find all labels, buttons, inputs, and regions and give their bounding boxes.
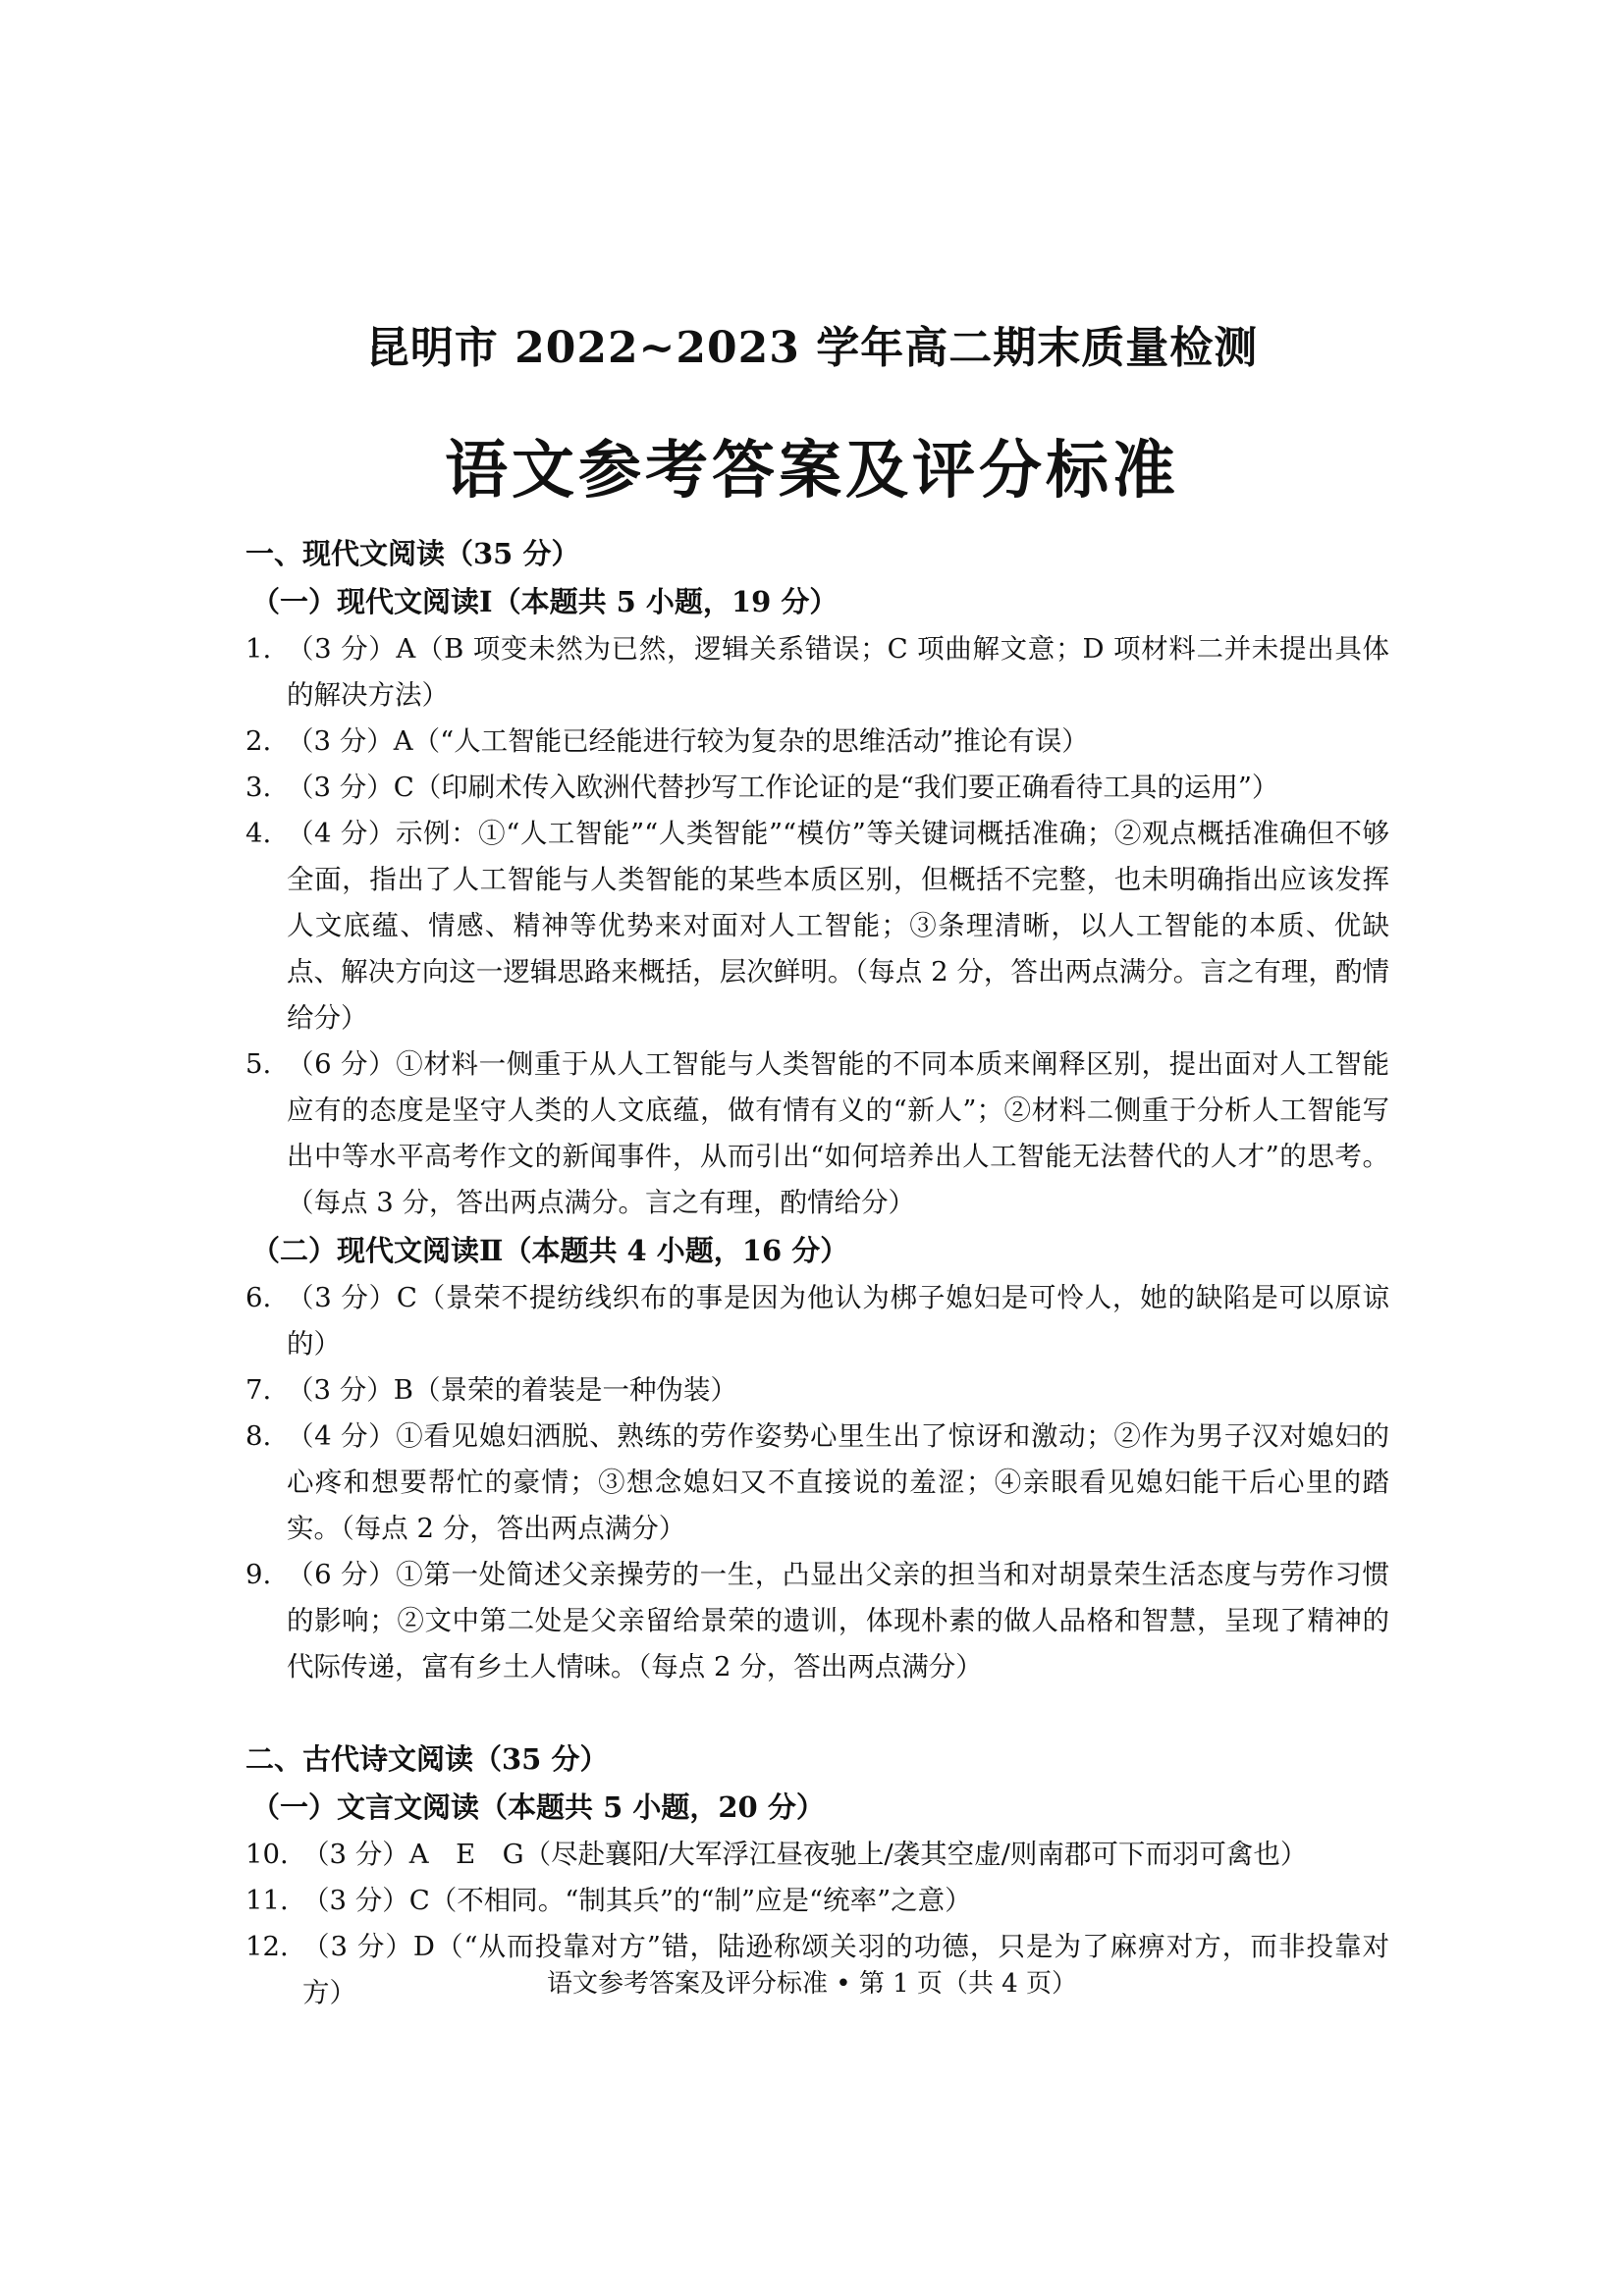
document-title: 语文参考答案及评分标准 (445, 434, 1179, 507)
answer-text: （3 分）A E G（尽赴襄阳/大军浮江昼夜驰上/袭其空虚/则南郡可下而羽可禽也） (302, 1839, 1308, 1870)
answer-item-10 (245, 1832, 1389, 1878)
answer-text: （3 分）A（B 项变未然为已然，逻辑关系错误；C 项曲解文意；D 项材料二并未提出具体的解决方法） (287, 633, 1389, 711)
answer-item-3 (245, 765, 1389, 811)
section-heading-modern-reading: 一、现代文阅读（35 分） (245, 537, 580, 570)
answer-item-11 (245, 1878, 1389, 1924)
answer-number: 7. (245, 1374, 272, 1406)
answer-text: （3 分）A（“人工智能已经能进行较为复杂的思维活动”推论有误） (287, 725, 1089, 757)
answer-number: 10. (245, 1839, 289, 1870)
answer-text: （3 分）B（景荣的着装是一种伪装） (287, 1374, 737, 1406)
answer-number: 4. (245, 818, 272, 849)
answer-number: 3. (245, 772, 272, 803)
answer-text: （4 分）①看见媳妇洒脱、熟练的劳作姿势心里生出了惊讶和激动；②作为男子汉对媳妇的心疼和想要帮忙的豪情；③想念媳妇又不直接说的羞涩；④亲眼看见媳妇能干后心里的踏实。（每点 2 分，答出两点满分） (287, 1420, 1389, 1544)
answer-content (245, 530, 1389, 2016)
answer-number: 9. (245, 1559, 272, 1590)
subsection-heading-classical-prose: （一）文言文阅读（本题共 5 小题，20 分） (251, 1790, 825, 1824)
answer-item-7 (245, 1367, 1389, 1414)
answer-item-9 (245, 1552, 1389, 1690)
section-spacer (245, 1690, 1389, 1735)
answer-text: （6 分）①第一处简述父亲操劳的一生，凸显出父亲的担当和对胡景荣生活态度与劳作习惯的影响；②文中第二处是父亲留给景荣的遗训，体现朴素的做人品格和智慧，呈现了精神的代际传递，富有乡土人情味。（每点 2 分，答出两点满分） (287, 1559, 1389, 1682)
answer-item-1 (245, 626, 1389, 719)
answer-number: 6. (245, 1282, 272, 1313)
answer-number: 2. (245, 725, 272, 757)
answer-number: 8. (245, 1420, 272, 1452)
subsection-heading-modern-reading-2: （二）现代文阅读Ⅱ（本题共 4 小题，16 分） (251, 1234, 849, 1267)
section-heading-classical-reading: 二、古代诗文阅读（35 分） (245, 1742, 609, 1776)
answer-number: 5. (245, 1048, 272, 1080)
answer-item-5 (245, 1041, 1389, 1226)
answer-text: （3 分）C（印刷术传入欧洲代替抄写工作论证的是“我们要正确看待工具的运用”） (287, 772, 1279, 803)
exam-title: 昆明市 2022~2023 学年高二期末质量检测 (365, 323, 1259, 373)
answer-text: （3 分）C（景荣不提纺线织布的事是因为他认为梆子媳妇是可怜人，她的缺陷是可以原谅的） (287, 1282, 1389, 1360)
answer-item-2 (245, 719, 1389, 765)
answer-item-8 (245, 1414, 1389, 1552)
answer-item-4 (245, 811, 1389, 1041)
answer-text: （3 分）D（“从而投靠对方”错，陆逊称颂关羽的功德，只是为了麻痹对方，而非投靠对方） (302, 1931, 1389, 2008)
page-footer: 语文参考答案及评分标准 • 第 1 页（共 4 页） (546, 1969, 1077, 1999)
answer-number: 1. (245, 633, 272, 665)
answer-text: （3 分）C（不相同。“制其兵”的“制”应是“统率”之意） (302, 1885, 972, 1916)
subsection-heading-modern-reading-1: （一）现代文阅读Ⅰ（本题共 5 小题，19 分） (251, 585, 839, 618)
answer-number: 11. (245, 1885, 289, 1916)
answer-item-6 (245, 1275, 1389, 1367)
answer-text: （6 分）①材料一侧重于从人工智能与人类智能的不同本质来阐释区别，提出面对人工智能应有的态度是坚守人类的人文底蕴，做有情有义的“新人”；②材料二侧重于分析人工智能写出中等水平高考作文的新闻事件，从而引出“如何培养出人工智能无法替代的人才”的思考。（每点 3 分，答出两点满分。言之有理，酌情给分） (287, 1048, 1389, 1218)
answer-number: 12. (245, 1931, 289, 1962)
answer-text: （4 分）示例：①“人工智能”“人类智能”“模仿”等关键词概括准确；②观点概括准确但不够全面，指出了人工智能与人类智能的某些本质区别，但概括不完整，也未明确指出应该发挥人文底蕴、情感、精神等优势来对面对人工智能；③条理清晰，以人工智能的本质、优缺点、解决方向这一逻辑思路来概括，层次鲜明。（每点 2 分，答出两点满分。言之有理，酌情给分） (287, 818, 1389, 1034)
